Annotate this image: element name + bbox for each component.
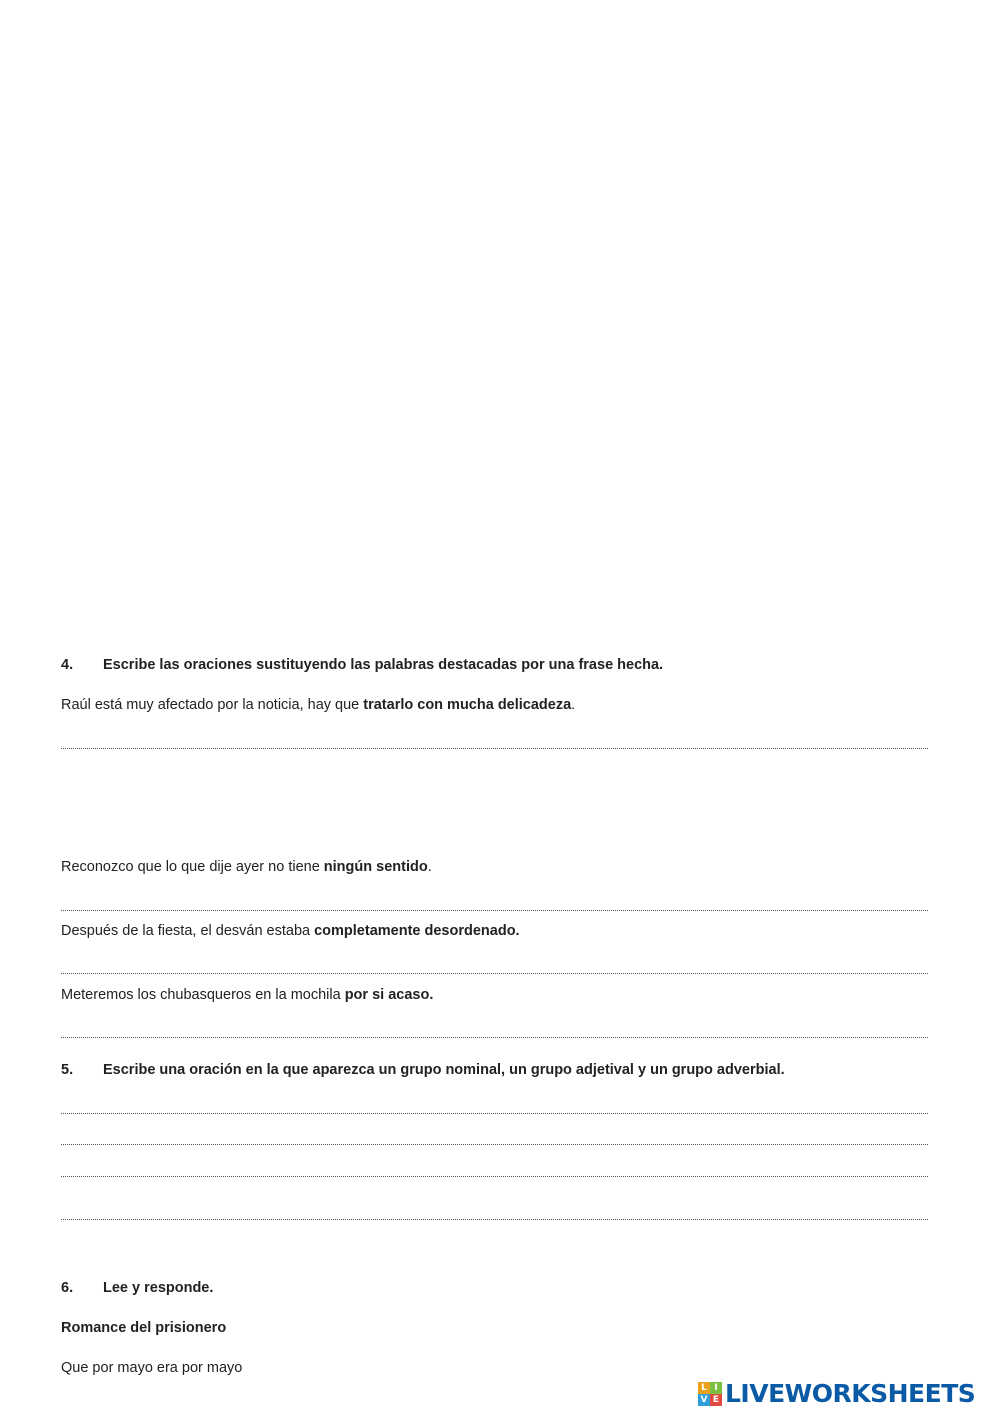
highlighted-phrase: completamente desordenado. xyxy=(314,923,520,939)
exercise-4-sentence-4 xyxy=(61,986,433,1004)
answer-line[interactable] xyxy=(61,748,928,749)
logo-mark-letter: E xyxy=(710,1394,722,1406)
liveworksheets-logo xyxy=(698,1378,975,1410)
poem-first-line: Que por mayo era por mayo xyxy=(61,1360,243,1376)
exercise-4-number: 4. xyxy=(61,657,74,673)
exercise-4-sentence-2 xyxy=(61,858,432,876)
sentence-text: Después de la fiesta, el desván estaba xyxy=(61,923,315,939)
logo-mark-letter: L xyxy=(698,1382,710,1394)
exercise-6-instruction: Lee y responde. xyxy=(103,1280,214,1296)
exercise-5-instruction: Escribe una oración en la que aparezca un grupo nominal, un grupo adjetival y un grupo adverbial. xyxy=(103,1062,785,1078)
exercise-4-instruction: Escribe las oraciones sustituyendo las palabras destacadas por una frase hecha. xyxy=(103,657,664,673)
sentence-text: Meteremos los chubasqueros en la mochila xyxy=(61,987,345,1003)
poem-title: Romance del prisionero xyxy=(61,1320,227,1336)
answer-line[interactable] xyxy=(61,973,928,974)
highlighted-phrase: tratarlo con mucha delicadeza xyxy=(363,697,572,713)
exercise-5-number: 5. xyxy=(61,1062,74,1078)
highlighted-phrase: ningún sentido xyxy=(323,859,428,875)
highlighted-phrase: por si acaso. xyxy=(344,987,434,1003)
sentence-text: Raúl está muy afectado por la noticia, hay que xyxy=(61,697,364,713)
exercise-4-sentence-3 xyxy=(61,922,520,940)
logo-mark-letter: V xyxy=(698,1394,710,1406)
exercise-4-sentence-1 xyxy=(61,696,575,714)
sentence-end: . xyxy=(427,859,432,875)
answer-line[interactable] xyxy=(61,1113,928,1114)
liveworksheets-mark-icon xyxy=(698,1382,722,1406)
answer-line[interactable] xyxy=(61,1176,928,1177)
answer-line[interactable] xyxy=(61,910,928,911)
logo-mark-letter: I xyxy=(710,1382,722,1394)
answer-line[interactable] xyxy=(61,1219,928,1220)
sentence-text: Reconozco que lo que dije ayer no tiene xyxy=(61,859,324,875)
sentence-end: . xyxy=(571,697,576,713)
answer-line[interactable] xyxy=(61,1144,928,1145)
exercise-6-number: 6. xyxy=(61,1280,74,1296)
logo-text: LIVEWORKSHEETS xyxy=(725,1379,976,1408)
answer-line[interactable] xyxy=(61,1037,928,1038)
